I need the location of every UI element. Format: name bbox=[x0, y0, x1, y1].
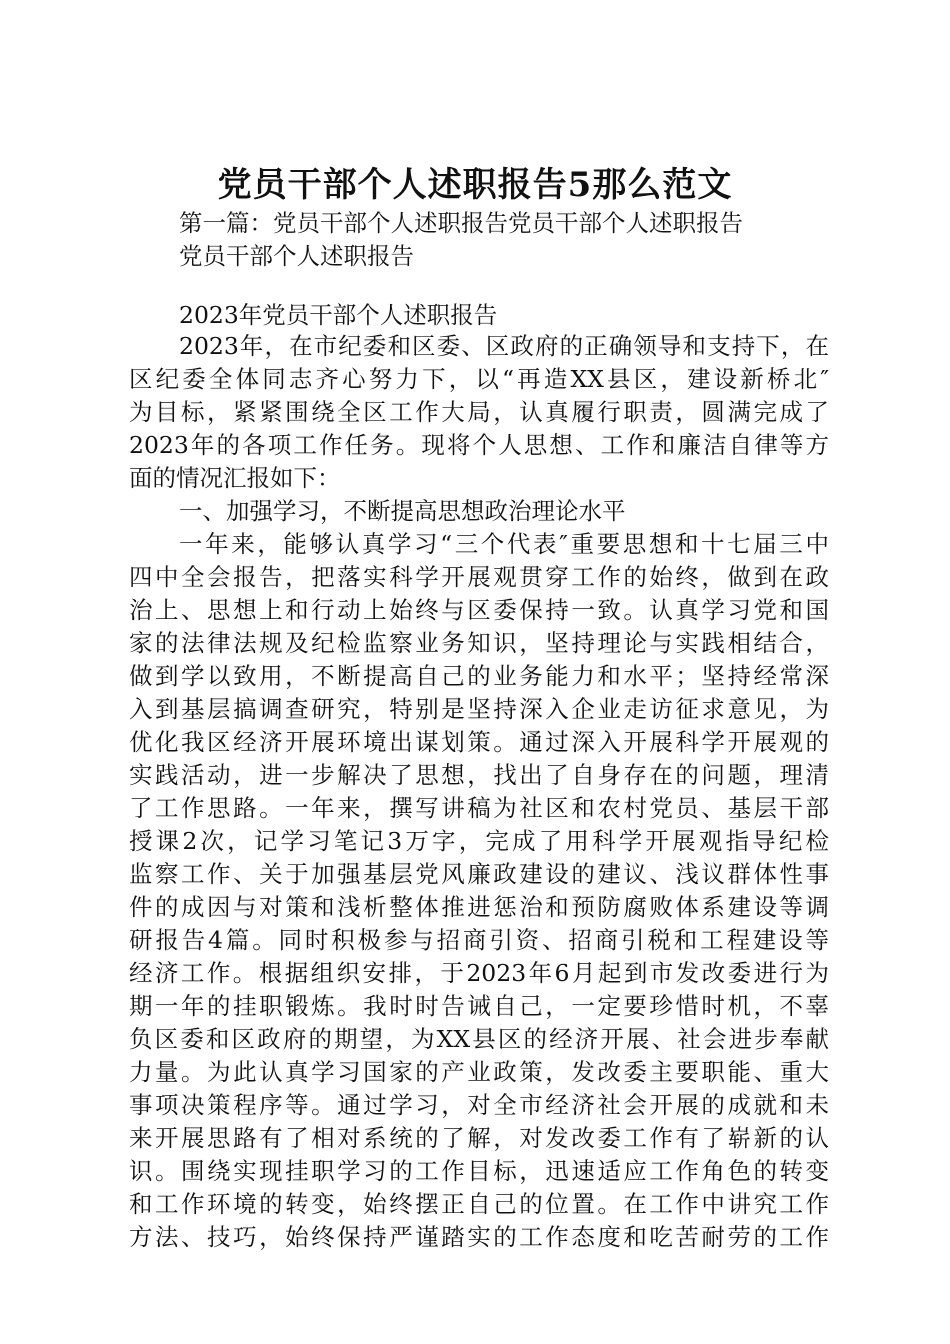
paragraph-line: 做到学以致用，不断提高自己的业务能力和水平；坚持经常深 bbox=[129, 662, 829, 690]
paragraph-line: 力量。为此认真学习国家的产业政策，发改委主要职能、重大 bbox=[129, 1058, 829, 1086]
paragraph-line: 面的情况汇报如下： bbox=[129, 464, 341, 492]
report-title: 2023年党员干部个人述职报告 bbox=[179, 301, 498, 329]
paragraph-line: 区纪委全体同志齐心努力下，以“再造XX县区，建设新桥北″ bbox=[129, 365, 829, 393]
paragraph-line: 事项决策程序等。通过学习，对全市经济社会开展的成就和未 bbox=[129, 1091, 829, 1119]
document-title: 党员干部个人述职报告5那么范文 bbox=[217, 165, 733, 205]
paragraph-line: 2023年，在市纪委和区委、区政府的正确领导和支持下，在 bbox=[179, 332, 829, 360]
paragraph-line: 期一年的挂职锻炼。我时时告诫自己，一定要珍惜时机，不辜 bbox=[129, 992, 829, 1020]
paragraph-line: 一年来，能够认真学习“三个代表″重要思想和十七届三中 bbox=[179, 530, 829, 558]
paragraph-line: 入到基层搞调查研究，特别是坚持深入企业走访征求意见，为 bbox=[129, 695, 829, 723]
paragraph-line: 经济工作。根据组织安排，于2023年6月起到市发改委进行为 bbox=[129, 959, 829, 987]
paragraph-line: 件的成因与对策和浅析整体推进惩治和预防腐败体系建设等调 bbox=[129, 893, 829, 921]
paragraph-line: 方法、技巧，始终保持严谨踏实的工作态度和吃苦耐劳的工作 bbox=[129, 1223, 829, 1251]
paragraph-line: 2023年的各项工作任务。现将个人思想、工作和廉洁自律等方 bbox=[129, 431, 829, 459]
section-heading: 一、加强学习，不断提高思想政治理论水平 bbox=[179, 497, 626, 525]
paragraph-line: 监察工作、关于加强基层党风廉政建设的建议、浅议群体性事 bbox=[129, 860, 829, 888]
paragraph-line: 授课2次，记学习笔记3万字，完成了用科学开展观指导纪检 bbox=[129, 827, 829, 855]
paragraph-line: 研报告4篇。同时积极参与招商引资、招商引税和工程建设等 bbox=[129, 926, 829, 954]
paragraph-line: 来开展思路有了相对系统的了解，对发改委工作有了崭新的认 bbox=[129, 1124, 829, 1152]
paragraph-line: 了工作思路。一年来，撰写讲稿为社区和农村党员、基层干部 bbox=[129, 794, 829, 822]
paragraph-line: 优化我区经济开展环境出谋划策。通过深入开展科学开展观的 bbox=[129, 728, 829, 756]
paragraph-line: 实践活动，进一步解决了思想，找出了自身存在的问题，理清 bbox=[129, 761, 829, 789]
paragraph-line: 治上、思想上和行动上始终与区委保持一致。认真学习党和国 bbox=[129, 596, 829, 624]
paragraph-line: 负区委和区政府的期望，为XX县区的经济开展、社会进步奉献 bbox=[129, 1025, 829, 1053]
paragraph-line: 家的法律法规及纪检监察业务知识，坚持理论与实践相结合， bbox=[129, 629, 829, 657]
sub-heading: 党员干部个人述职报告 bbox=[179, 242, 414, 270]
paragraph-line: 为目标，紧紧围绕全区工作大局，认真履行职责，圆满完成了 bbox=[129, 398, 829, 426]
section-heading: 第一篇：党员干部个人述职报告党员干部个人述职报告 bbox=[179, 209, 743, 237]
paragraph-line: 四中全会报告，把落实科学开展观贯穿工作的始终，做到在政 bbox=[129, 563, 829, 591]
paragraph-line: 和工作环境的转变，始终摆正自己的位置。在工作中讲究工作 bbox=[129, 1190, 829, 1218]
paragraph-line: 识。围绕实现挂职学习的工作目标，迅速适应工作角色的转变 bbox=[129, 1157, 829, 1185]
